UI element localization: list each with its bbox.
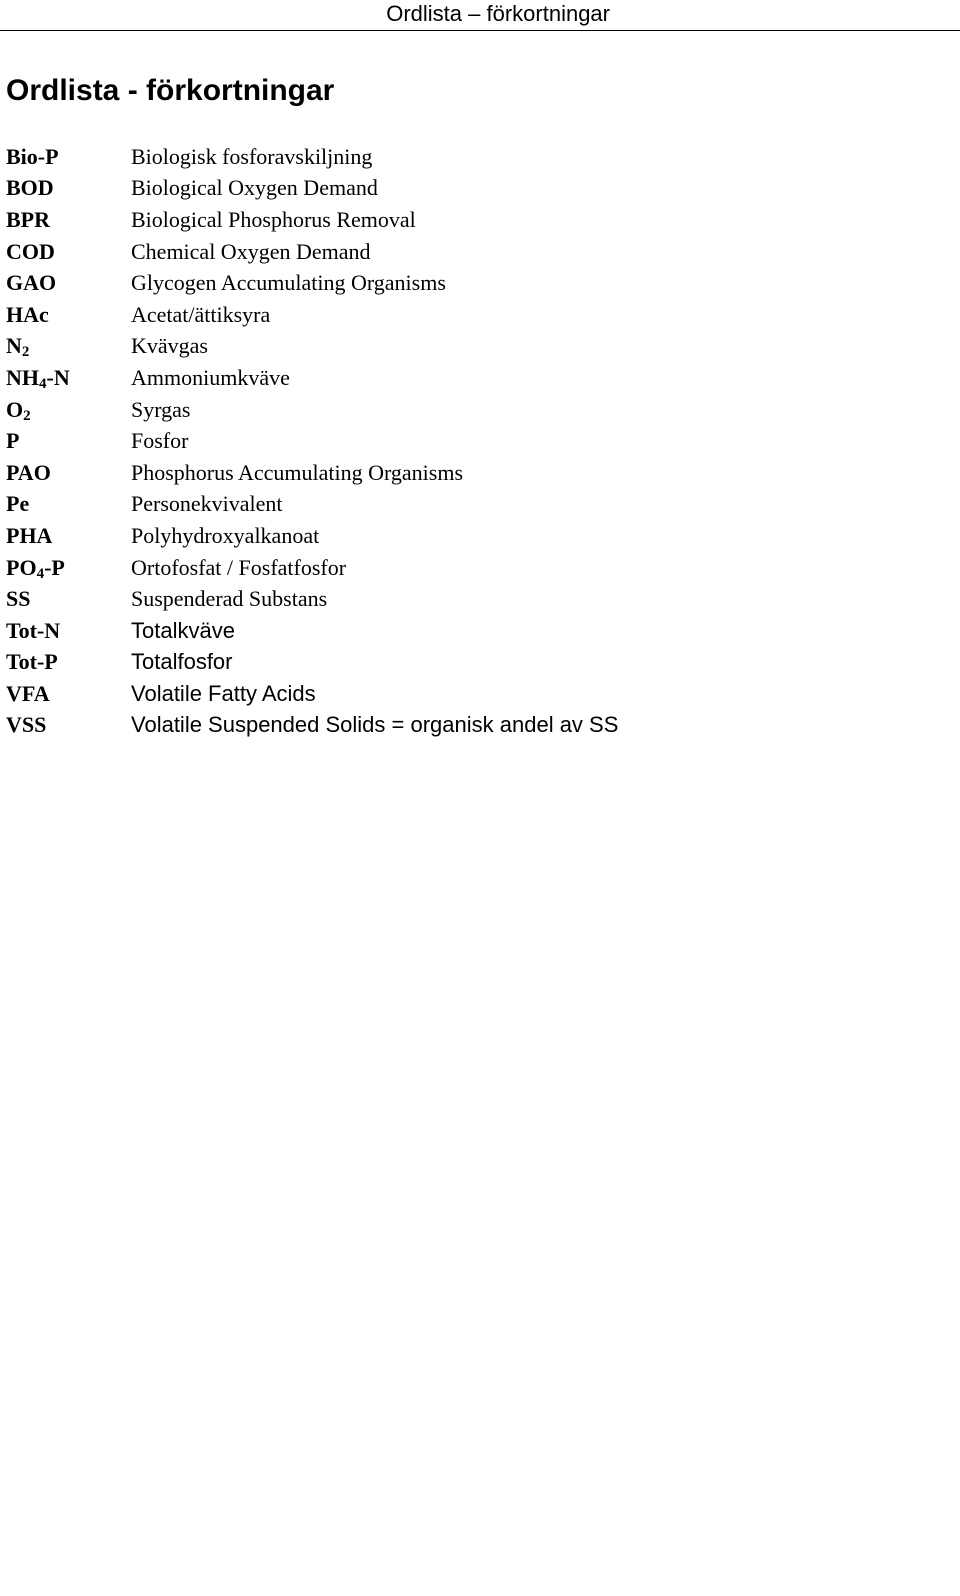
- abbreviation-text: N: [6, 333, 22, 359]
- glossary-abbreviation: [6, 586, 131, 612]
- glossary-definition: Ammoniumkväve: [131, 364, 290, 390]
- abbreviation-text: Pe: [6, 491, 30, 517]
- glossary-abbreviation: [6, 144, 131, 170]
- glossary-definition: Fosfor: [131, 428, 189, 454]
- abbreviation-text: SS: [6, 586, 31, 612]
- glossary-row: [6, 615, 706, 647]
- glossary-row: [6, 394, 706, 426]
- abbreviation-text: Bio-P: [6, 143, 59, 169]
- glossary-abbreviation: [6, 365, 131, 391]
- abbreviation-text: -N: [46, 364, 70, 390]
- glossary-definition: Biological Phosphorus Removal: [131, 206, 416, 232]
- abbreviation-text: PAO: [6, 459, 51, 485]
- abbreviation-text: O: [6, 396, 24, 422]
- abbreviation-text: HAc: [6, 301, 49, 327]
- glossary-row: [6, 489, 706, 521]
- glossary-abbreviation: [6, 523, 131, 549]
- glossary-abbreviation: [6, 333, 131, 359]
- glossary-definition: Totalkväve: [131, 617, 235, 643]
- glossary-row: [6, 425, 706, 457]
- running-header: [0, 0, 960, 31]
- glossary-list: [6, 141, 706, 741]
- glossary-definition: Biologisk fosforavskiljning: [131, 143, 373, 169]
- abbreviation-text: PO: [6, 554, 37, 580]
- abbreviation-subscript: 4: [36, 565, 45, 582]
- glossary-definition: Phosphorus Accumulating Organisms: [131, 459, 464, 485]
- glossary-definition: Polyhydroxyalkanoat: [131, 522, 320, 548]
- glossary-row: [6, 204, 706, 236]
- abbreviation-text: PHA: [6, 522, 53, 548]
- glossary-definition: Personekvivalent: [131, 491, 283, 517]
- glossary-definition: Glycogen Accumulating Organisms: [131, 270, 446, 296]
- glossary-row: [6, 173, 706, 205]
- glossary-abbreviation: [6, 175, 131, 201]
- glossary-abbreviation: [6, 302, 131, 328]
- glossary-definition: Acetat/ättiksyra: [131, 301, 271, 327]
- glossary-abbreviation: [6, 207, 131, 233]
- glossary-abbreviation: [6, 649, 131, 675]
- abbreviation-text: GAO: [6, 270, 57, 296]
- glossary-abbreviation: [6, 555, 131, 581]
- glossary-row: [6, 552, 706, 584]
- abbreviation-text: COD: [6, 238, 55, 264]
- abbreviation-subscript: 4: [39, 375, 47, 392]
- abbreviation-text: NH: [6, 364, 39, 390]
- abbreviation-text: VSS: [6, 712, 47, 738]
- glossary-definition: Ortofosfat / Fosfatfosfor: [131, 554, 347, 580]
- glossary-row: [6, 299, 706, 331]
- abbreviation-text: Tot-P: [6, 649, 58, 675]
- abbreviation-text: Tot-N: [6, 617, 61, 643]
- glossary-abbreviation: [6, 491, 131, 517]
- glossary-row: [6, 267, 706, 299]
- glossary-row: [6, 331, 706, 363]
- abbreviation-text: BPR: [6, 206, 50, 232]
- glossary-row: [6, 678, 706, 710]
- glossary-row: [6, 457, 706, 489]
- abbreviation-text: P: [6, 428, 20, 454]
- glossary-abbreviation: [6, 618, 131, 644]
- glossary-definition: Totalfosfor: [131, 649, 233, 675]
- glossary-row: [6, 647, 706, 679]
- glossary-row: [6, 710, 706, 742]
- glossary-abbreviation: [6, 397, 131, 423]
- glossary-row: [6, 583, 706, 615]
- abbreviation-subscript: 2: [23, 407, 31, 424]
- glossary-definition: Biological Oxygen Demand: [131, 175, 378, 201]
- glossary-abbreviation: [6, 239, 131, 265]
- abbreviation-text: -P: [44, 554, 65, 580]
- abbreviation-subscript: 2: [21, 344, 30, 361]
- glossary-abbreviation: [6, 460, 131, 486]
- glossary-definition: Kvävgas: [131, 333, 208, 359]
- running-header-title: Ordlista – förkortningar: [386, 1, 610, 26]
- glossary-row: [6, 141, 706, 173]
- abbreviation-text: BOD: [6, 175, 54, 201]
- glossary-definition: Syrgas: [131, 396, 191, 422]
- glossary-definition: Volatile Fatty Acids: [131, 680, 316, 706]
- glossary-row: [6, 520, 706, 552]
- glossary-abbreviation: [6, 681, 131, 707]
- glossary-definition: Chemical Oxygen Demand: [131, 238, 371, 264]
- glossary-abbreviation: [6, 428, 131, 454]
- glossary-row: [6, 236, 706, 268]
- glossary-row: [6, 362, 706, 394]
- glossary-abbreviation: [6, 270, 131, 296]
- abbreviation-text: VFA: [6, 680, 50, 706]
- glossary-definition: Suspenderad Substans: [131, 586, 328, 612]
- glossary-definition: Volatile Suspended Solids = organisk andel av SS: [131, 712, 619, 738]
- glossary-abbreviation: [6, 712, 131, 738]
- page-title: Ordlista - förkortningar: [6, 74, 335, 107]
